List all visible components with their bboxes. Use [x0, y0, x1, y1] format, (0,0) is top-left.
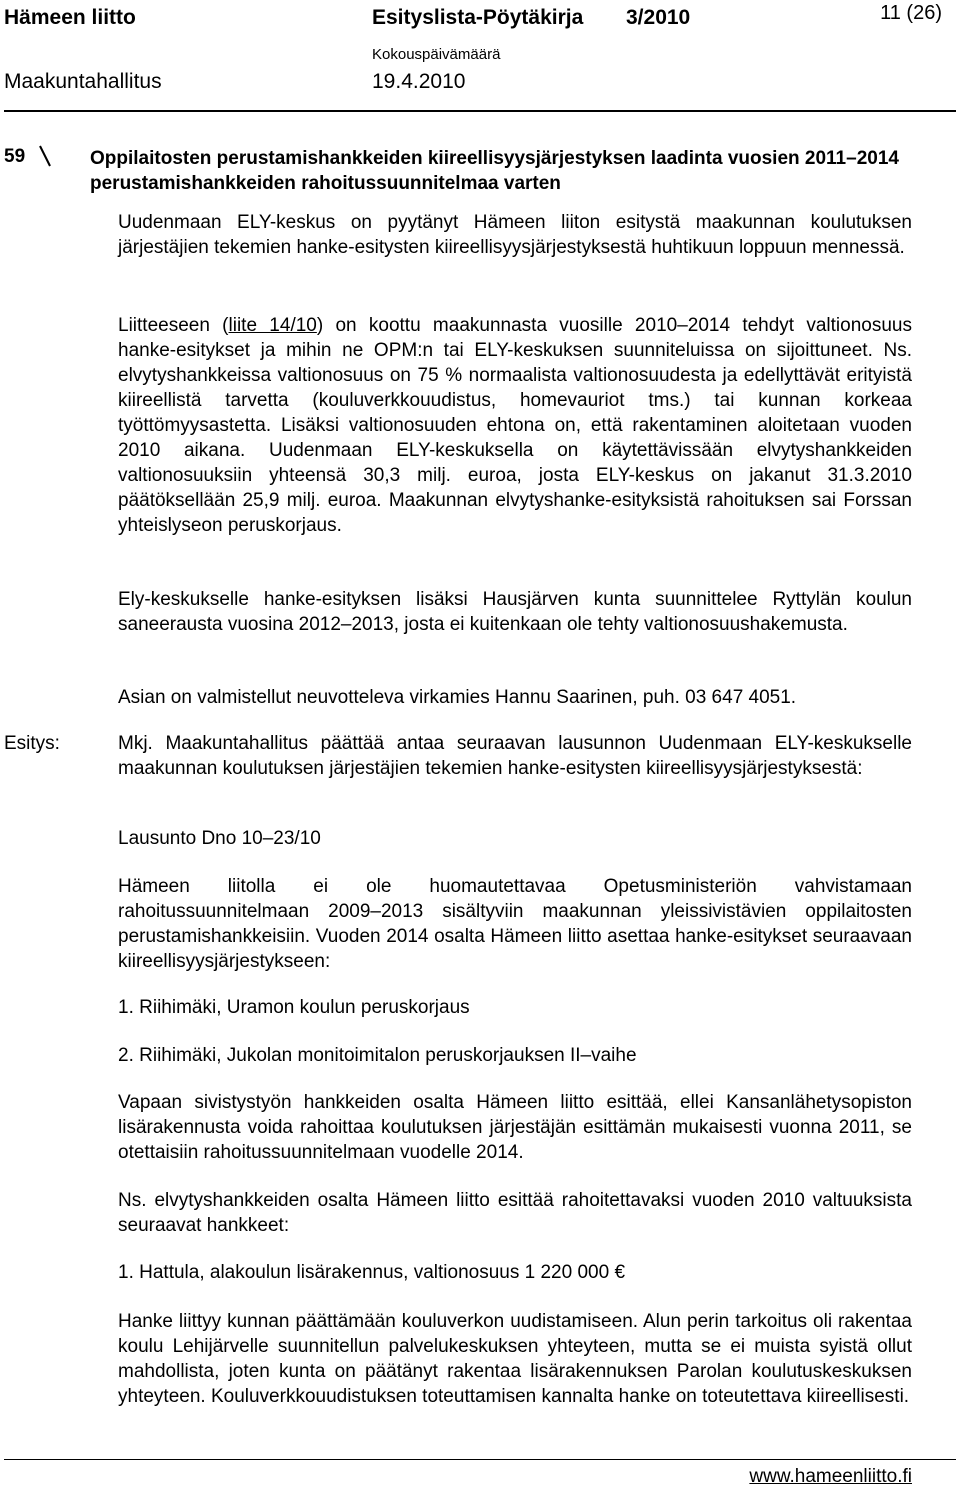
document-number: 3/2010: [626, 6, 691, 29]
list-item-hattula: 1. Hattula, alakoulun lisärakennus, valtionosuus 1 220 000 €: [118, 1262, 626, 1283]
attachment-text-after: ) on koottu maakunnasta vuosille 2010–2014 tehdyt valtionosuus hanke-esitykset ja mihin ne OPM:n tai ELY-keskuksen suunniteluissa on sijoittuneet. Ns. elvytyshankkeissa valtionosuus on 75 % normaalista valtionosuudesta ja edellyttävät erityistä kiireellistä tarvetta (kouluverkkouudistus, homevauriot tms.) tai kunnan korkeaa työttömyysastetta. Lisäksi valtionosuuden ehtona on, että rakentaminen aloitetaan vuoden 2010 aikana. Uudenmaan ELY-keskuksella on käytettävissään elvytyshankkeiden valtionosuuksiin yhteensä 30,3 milj. euroa, josta ELY-keskus on jakanut 31.3.2010 päätöksellään 25,9 milj. euroa. Maakunnan elvytyshanke-esityksistä rahoituksen sai Forssan yhteislyseon peruskorjaus.: [118, 315, 912, 536]
statement-reference: Lausunto Dno 10–23/10: [118, 828, 321, 849]
meeting-date: 19.4.2010: [372, 70, 466, 93]
proposal-label: Esitys:: [4, 733, 60, 754]
governing-body: Maakuntahallitus: [4, 70, 162, 93]
section-title: Oppilaitosten perustamishankkeiden kiireellisyysjärjestyksen laadinta vuosien 2011–2014 perustamishankkeiden rahoitussuunnitelmaa varten: [90, 148, 899, 194]
paragraph-elvytys: Ns. elvytyshankkeiden osalta Hämeen liitto esittää rahoitettavaksi vuoden 2010 valtuuksista seuraavat hankkeet:: [118, 1190, 912, 1236]
list-item-jukola: 2. Riihimäki, Jukolan monitoimitalon peruskorjauksen II–vaihe: [118, 1045, 637, 1066]
paragraph-statement: Hämeen liitolla ei ole huomautettavaa Opetusministeriön vahvistamaan rahoitussuunnitelmaan 2009–2013 sisältyviin maakunnan yleissivistävien oppilaitosten perustamishankkeisiin. Vuoden 2014 osalta Hämeen liitto asettaa hanke-esitykset seuraavaan kiireellisyysjärjestykseen:: [118, 876, 912, 972]
paragraph-hanke: Hanke liittyy kunnan päättämään kouluverkon uudistamiseen. Alun perin tarkoitus oli rakentaa koulu Lehijärvelle suunnitellun palvelukeskuksen yhteyteen, mutta se ei muista syistä ollut mahdollista, joten kunta on päätänyt rakentaa lisärakennuksen Parolan koulutuskeskuksen yhteyteen. Kouluverkkouudistuksen toteuttamisen kannalta hanke on toteutettava kiireellisesti.: [118, 1311, 912, 1407]
paragraph-vapaa-sivistystyo: Vapaan sivistystyön hankkeiden osalta Hämeen liitto esittää, ellei Kansanlähetysopiston lisärakennusta voida rahoittaa koulutuksen järjestäjän esittämän mukaisesti vuonna 2011, se otettaisiin rahoitussuunnitelmaan vuodelle 2014.: [118, 1092, 912, 1163]
paragraph-request: Uudenmaan ELY-keskus on pyytänyt Hämeen liiton esitystä maakunnan koulutuksen järjestäjien tekemien hanke-esitysten kiireellisyysjärjestyksestä huhtikuun loppuun mennessä.: [118, 212, 912, 258]
paragraph-preparer: Asian on valmistellut neuvotteleva virkamies Hannu Saarinen, puh. 03 647 4051.: [118, 687, 797, 708]
list-item-uramo: 1. Riihimäki, Uramon koulun peruskorjaus: [118, 997, 470, 1018]
document-type: Esityslista-Pöytäkirja: [372, 6, 584, 29]
attachment-link[interactable]: liite 14/10: [228, 315, 317, 336]
paragraph-proposal: Mkj. Maakuntahallitus päättää antaa seuraavan lausunnon Uudenmaan ELY-keskukselle maakunnan koulutuksen järjestäjien tekemien hanke-esitysten kiireellisyysjärjestyksestä:: [118, 733, 912, 779]
paragraph-hausjarvi: Ely-keskukselle hanke-esityksen lisäksi Hausjärven kunta suunnittelee Ryttylän koulun saneerausta vuosina 2012–2013, josta ei kuitenkaan ole tehty valtionosuushakemusta.: [118, 589, 912, 635]
section-mark-icon: [38, 144, 52, 168]
section-number: 59: [4, 146, 26, 167]
website-link[interactable]: www.hameenliitto.fi: [749, 1466, 912, 1487]
header-divider: [4, 110, 956, 112]
page-number: 11 (26): [880, 2, 942, 24]
footer-divider: [4, 1459, 956, 1460]
paragraph-attachment: [118, 313, 912, 538]
attachment-text-before: Liitteeseen (: [118, 315, 229, 336]
organization-name: Hämeen liitto: [4, 6, 136, 29]
meeting-date-label: Kokouspäivämäärä: [372, 46, 501, 63]
